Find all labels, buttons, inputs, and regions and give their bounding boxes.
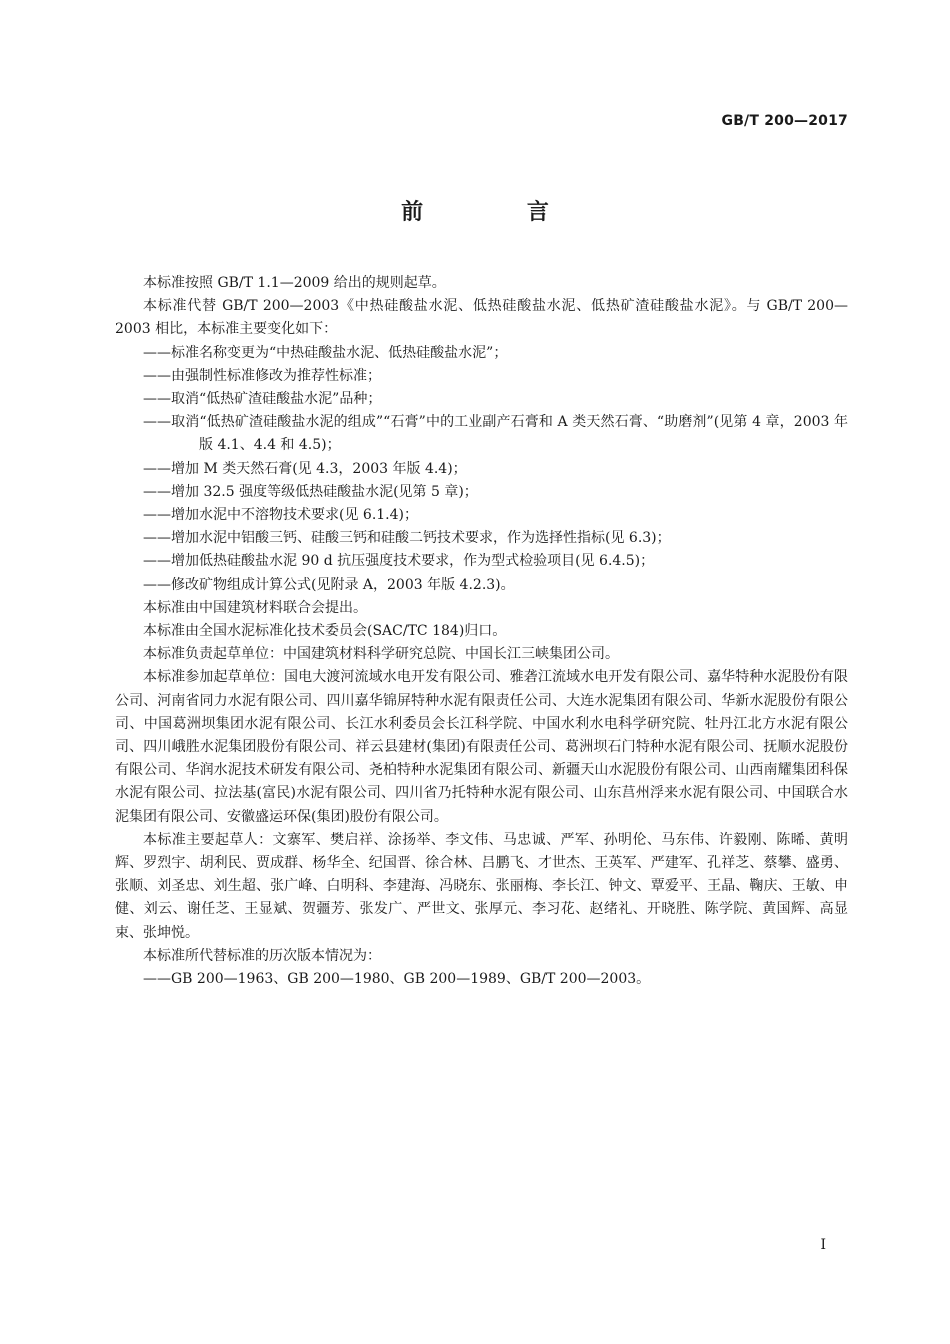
change-item: ——增加水泥中不溶物技术要求(见 6.1.4)； [143,507,418,524]
paragraph-history-intro: 本标准所代替标准的历次版本情况为： [143,947,381,964]
paragraph-participating-units: 本标准参加起草单位：国电大渡河流域水电开发有限公司、雅砻江流域水电开发有限公司、嘉华特种水泥股份有限公司、河南省同力水泥有限公司、四川嘉华锦屏特种水泥有限责任公司、大连水泥集团有限公司、华新水泥股份有限公司、中国葛洲坝集团水泥有限公司、长江水利委员会长江科学院、中国水利水电科学研究院、牡丹江北方水泥有限公司、四川峨胜水泥集团股份有限公司、祥云县建材(集团)有限责任公司、葛洲坝石门特种水泥有限公司、抚顺水泥股份有限公司、华润水泥技术研发有限公司、尧柏特种水泥集团有限公司、新疆天山水泥股份有限公司、山西南耀集团科保水泥有限公司、拉法基(富民)水泥有限公司、四川省乃托特种水泥有限公司、山东莒州浮来水泥有限公司、中国联合水泥集团有限公司、安徽盛运环保(集团)股份有限公司。 [115,669,848,825]
change-item: ——取消“低热矿渣硅酸盐水泥的组成”“石膏”中的工业副产石膏和 A 类天然石膏、“助磨剂”(见第 4 章，2003 年版 4.1、4.4 和 4.5)； [143,414,848,454]
paragraph-responsible-units: 本标准负责起草单位：中国建筑材料科学研究总院、中国长江三峡集团公司。 [143,646,619,663]
paragraph-proposer: 本标准由中国建筑材料联合会提出。 [143,599,367,616]
change-item: ——取消“低热矿渣硅酸盐水泥”品种； [143,391,382,408]
change-item: ——增加 32.5 强度等级低热硅酸盐水泥(见第 5 章)； [143,483,478,500]
change-item: ——标准名称变更为“中热硅酸盐水泥、低热硅酸盐水泥”； [143,344,508,361]
change-item: ——增加水泥中铝酸三钙、硅酸三钙和硅酸二钙技术要求，作为选择性指标(见 6.3)； [143,530,671,547]
paragraph-committee: 本标准由全国水泥标准化技术委员会(SAC/TC 184)归口。 [143,623,507,640]
paragraph-replacement: 本标准代替 GB/T 200—2003《中热硅酸盐水泥、低热硅酸盐水泥、低热矿渣硅酸盐水泥》。与 GB/T 200—2003 相比，本标准主要变化如下： [115,298,848,338]
paragraph-drafting-rules: 本标准按照 GB/T 1.1—2009 给出的规则起草。 [143,275,446,291]
change-item: ——增加 M 类天然石膏(见 4.3，2003 年版 4.4)； [143,460,467,477]
standard-code: GB/T 200—2017 [721,113,848,129]
change-item: ——由强制性标准修改为推荐性标准； [143,367,381,384]
paragraph-drafters: 本标准主要起草人：文寨军、樊启祥、涂扬举、李文伟、马忠诚、严军、孙明伦、马东伟、许毅刚、陈晞、黄明辉、罗烈宇、胡利民、贾成群、杨华全、纪国晋、徐合林、吕鹏飞、才世杰、王英军、严建军、孔祥芝、蔡攀、盛勇、张顺、刘圣忠、刘生超、张广峰、白明科、李建海、冯晓东、张丽梅、李长江、钟文、覃爱平、王晶、鞠庆、王敏、申健、刘云、谢任芝、王显斌、贺疆芳、张发广、严世文、张厚元、李习花、赵绪礼、开晓胜、陈学院、黄国辉、高显束、张坤悦。 [115,831,848,941]
history-item: ——GB 200—1963、GB 200—1980、GB 200—1989、GB/T 200—2003。 [143,971,651,988]
change-item: ——增加低热硅酸盐水泥 90 d 抗压强度技术要求，作为型式检验项目(见 6.4.5)； [143,553,655,570]
page-title: 前 言 [401,200,597,225]
page-number: I [820,1237,826,1253]
foreword-body [115,272,848,991]
change-item: ——修改矿物组成计算公式(见附录 A，2003 年版 4.2.3)。 [143,576,515,593]
